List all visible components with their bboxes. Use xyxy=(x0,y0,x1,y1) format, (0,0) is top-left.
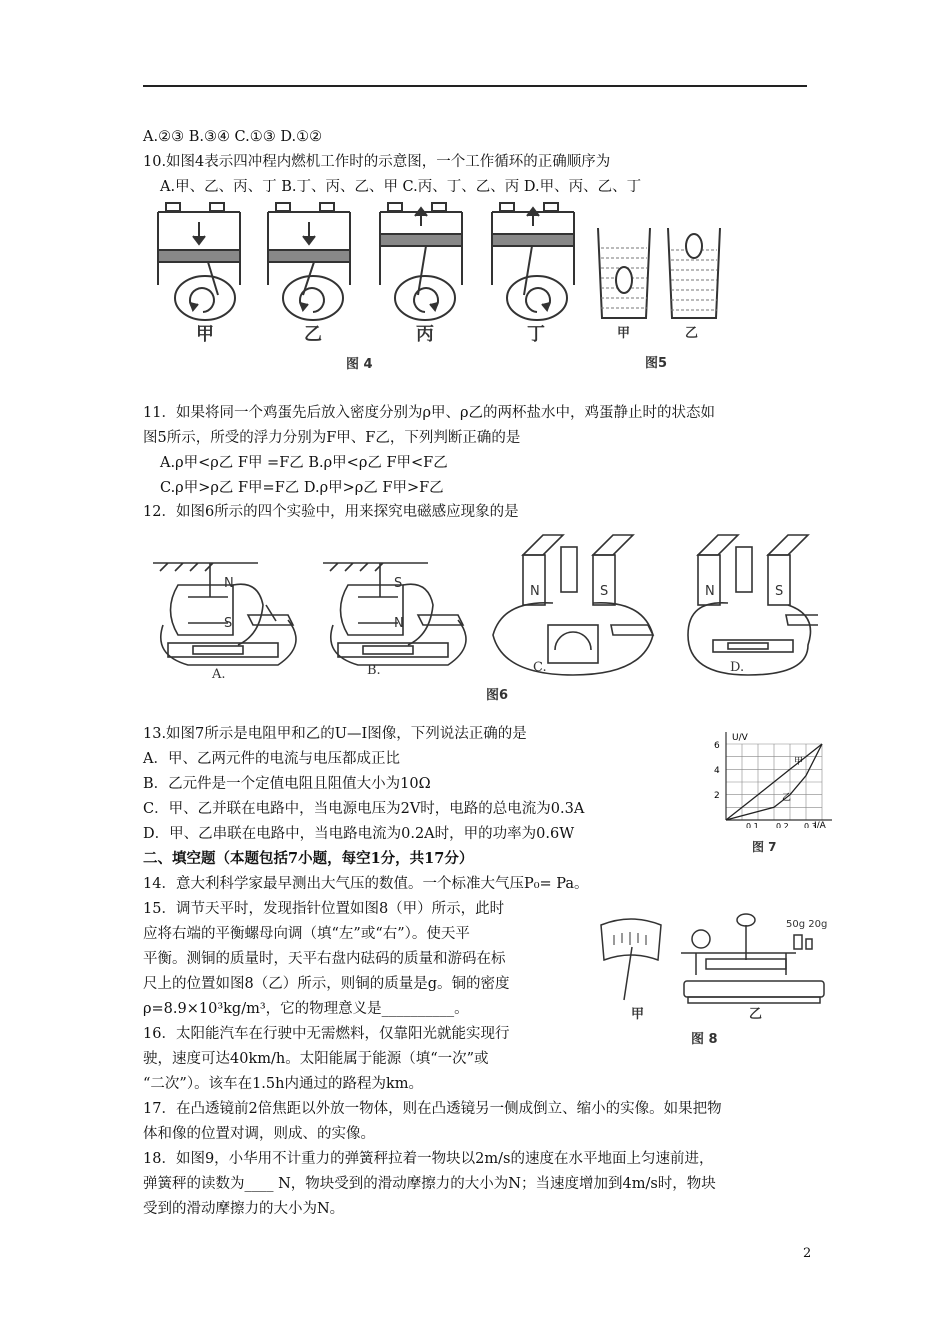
q11-options-cd: C.ρ甲>ρ乙 F甲=F乙 D.ρ甲>ρ乙 F甲>F乙 xyxy=(160,480,444,496)
beaker-label-yi: 乙 xyxy=(685,326,699,341)
y-tick-4: 4 xyxy=(714,766,720,776)
svg-text:N: N xyxy=(705,584,715,599)
figure-4-engines xyxy=(150,200,750,375)
figure-8-label-yi: 乙 xyxy=(749,1007,763,1022)
figure-5-caption: 图5 xyxy=(645,356,668,371)
q10-options: A.甲、乙、丙、丁 B.丁、丙、乙、甲 C.丙、丁、乙、丙 D.甲、丙、乙、丁 xyxy=(160,179,642,195)
y-tick-2: 2 xyxy=(714,791,720,801)
engine-ding xyxy=(492,203,574,320)
engine-yi xyxy=(268,203,350,320)
svg-text:N: N xyxy=(224,576,234,591)
figure-7-caption: 图 7 xyxy=(752,840,777,854)
q14: 14．意大利科学家最早测出大气压的数值。一个标准大气压P₀= Pa。 xyxy=(143,876,589,892)
q13-option-a: A．甲、乙两元件的电流与电压都成正比 xyxy=(143,751,400,767)
experiment-label-d: D. xyxy=(730,660,745,675)
svg-text:S: S xyxy=(394,576,403,591)
figure-4-caption: 图 4 xyxy=(346,357,373,372)
q15-line-4: 尺上的位置如图8（乙）所示，则铜的质量是g。铜的密度 xyxy=(143,976,510,992)
x-tick-0.1: 0.1 xyxy=(746,822,759,828)
series-yi-label: 乙 xyxy=(782,793,792,803)
q17-line-1: 17．在凸透镜前2倍焦距以外放一物体，则在凸透镜另一侧成倒立、缩小的实像。如果把物 xyxy=(143,1101,722,1117)
q12-stem: 12．如图6所示的四个实验中，用来探究电磁感应现象的是 xyxy=(143,504,519,520)
q15-line-2: 应将右端的平衡螺母向调（填“左”或“右”）。使天平 xyxy=(143,926,470,942)
x-tick-0.2: 0.2 xyxy=(776,822,789,828)
engine-label-yi: 乙 xyxy=(304,324,322,345)
q18-line-1: 18．如图9，小华用不计重力的弹簧秤拉着一物块以2m/s的速度在水平地面上匀速前进， xyxy=(143,1151,714,1167)
pointer-scale xyxy=(601,919,661,1000)
figure-6-caption: 图6 xyxy=(486,688,509,703)
engine-label-bing: 丙 xyxy=(416,324,434,345)
section-2-heading: 二、填空题（本题包括7小题，每空1分，共17分） xyxy=(143,850,474,867)
beaker-yi xyxy=(668,228,720,318)
engine-label-ding: 丁 xyxy=(527,324,545,345)
experiment-c xyxy=(493,535,653,675)
figure-8-label-jia: 甲 xyxy=(631,1007,645,1022)
figure-6-experiments xyxy=(148,525,818,700)
beaker-jia xyxy=(598,228,650,318)
q15-line-1: 15．调节天平时，发现指针位置如图8（甲）所示，此时 xyxy=(143,901,505,917)
q16-line-2: 驶，速度可达40km/h。太阳能属于能源（填“一次”或 xyxy=(143,1051,489,1067)
engine-jia xyxy=(158,203,240,320)
q11-options-ab: A.ρ甲<ρ乙 F甲 =F乙 B.ρ甲<ρ乙 F甲<F乙 xyxy=(160,455,448,471)
experiment-d xyxy=(688,535,818,675)
q18-line-2: 弹簧秤的读数为____ N，物块受到的滑动摩擦力的大小为N；当速度增加到4m/s时，物块 xyxy=(143,1176,716,1192)
series-jia-label: 甲 xyxy=(794,757,804,767)
q17-line-2: 体和像的位置对调，则成、的实像。 xyxy=(143,1126,375,1142)
x-tick-0.3: 0.3 xyxy=(804,822,817,828)
header-rule xyxy=(143,85,807,87)
experiment-label-a: A. xyxy=(212,667,226,682)
x-axis-label: I/A xyxy=(814,821,826,828)
q9-options: A.②③ B.③④ C.①③ D.①② xyxy=(143,129,323,145)
beaker-label-jia: 甲 xyxy=(617,326,631,341)
q15-line-5: ρ=8.9×10³kg/m³，它的物理意义是__________。 xyxy=(143,1001,469,1017)
engine-bing xyxy=(380,203,462,320)
q16-line-3: “二次”）。该车在1.5h内通过的路程为km。 xyxy=(143,1076,424,1092)
q13-stem: 13.如图7所示是电阻甲和乙的U—I图像，下列说法正确的是 xyxy=(143,726,527,742)
q13-option-c: C．甲、乙并联在电路中，当电源电压为2V时，电路的总电流为0.3A xyxy=(143,801,585,817)
q13-option-b: B．乙元件是一个定值电阻且阻值大小为10Ω xyxy=(143,776,431,792)
q11-stem-2: 图5所示，所受的浮力分别为F甲、F乙，下列判断正确的是 xyxy=(143,430,521,446)
engine-label-jia: 甲 xyxy=(196,324,214,345)
q10-stem: 10.如图4表示四冲程内燃机工作时的示意图，一个工作循环的正确顺序为 xyxy=(143,154,611,170)
svg-text:S: S xyxy=(600,584,609,599)
page-number: 2 xyxy=(803,1246,812,1261)
q15-line-3: 平衡。测铜的质量时，天平右盘内砝码的质量和游码在标 xyxy=(143,951,506,967)
svg-text:S: S xyxy=(224,616,233,631)
y-tick-6: 6 xyxy=(714,741,720,751)
figure-8-caption: 图 8 xyxy=(691,1032,718,1047)
weights-label: 50g 20g xyxy=(786,919,828,930)
svg-text:N: N xyxy=(530,584,540,599)
y-axis-label: U/V xyxy=(732,733,748,743)
figure-7-ui-chart xyxy=(706,728,836,828)
q16-line-1: 16．太阳能汽车在行驶中无需燃料，仅靠阳光就能实现行 xyxy=(143,1026,510,1042)
experiment-label-c: C. xyxy=(533,660,547,675)
svg-text:S: S xyxy=(775,584,784,599)
q13-option-d: D．甲、乙串联在电路中，当电路电流为0.2A时，甲的功率为0.6W xyxy=(143,826,575,842)
experiment-label-b: B. xyxy=(367,663,381,678)
q11-stem-1: 11．如果将同一个鸡蛋先后放入密度分别为ρ甲、ρ乙的两杯盐水中，鸡蛋静止时的状态如 xyxy=(143,405,715,421)
svg-text:N: N xyxy=(394,616,404,631)
q18-line-3: 受到的滑动摩擦力的大小为N。 xyxy=(143,1201,345,1217)
